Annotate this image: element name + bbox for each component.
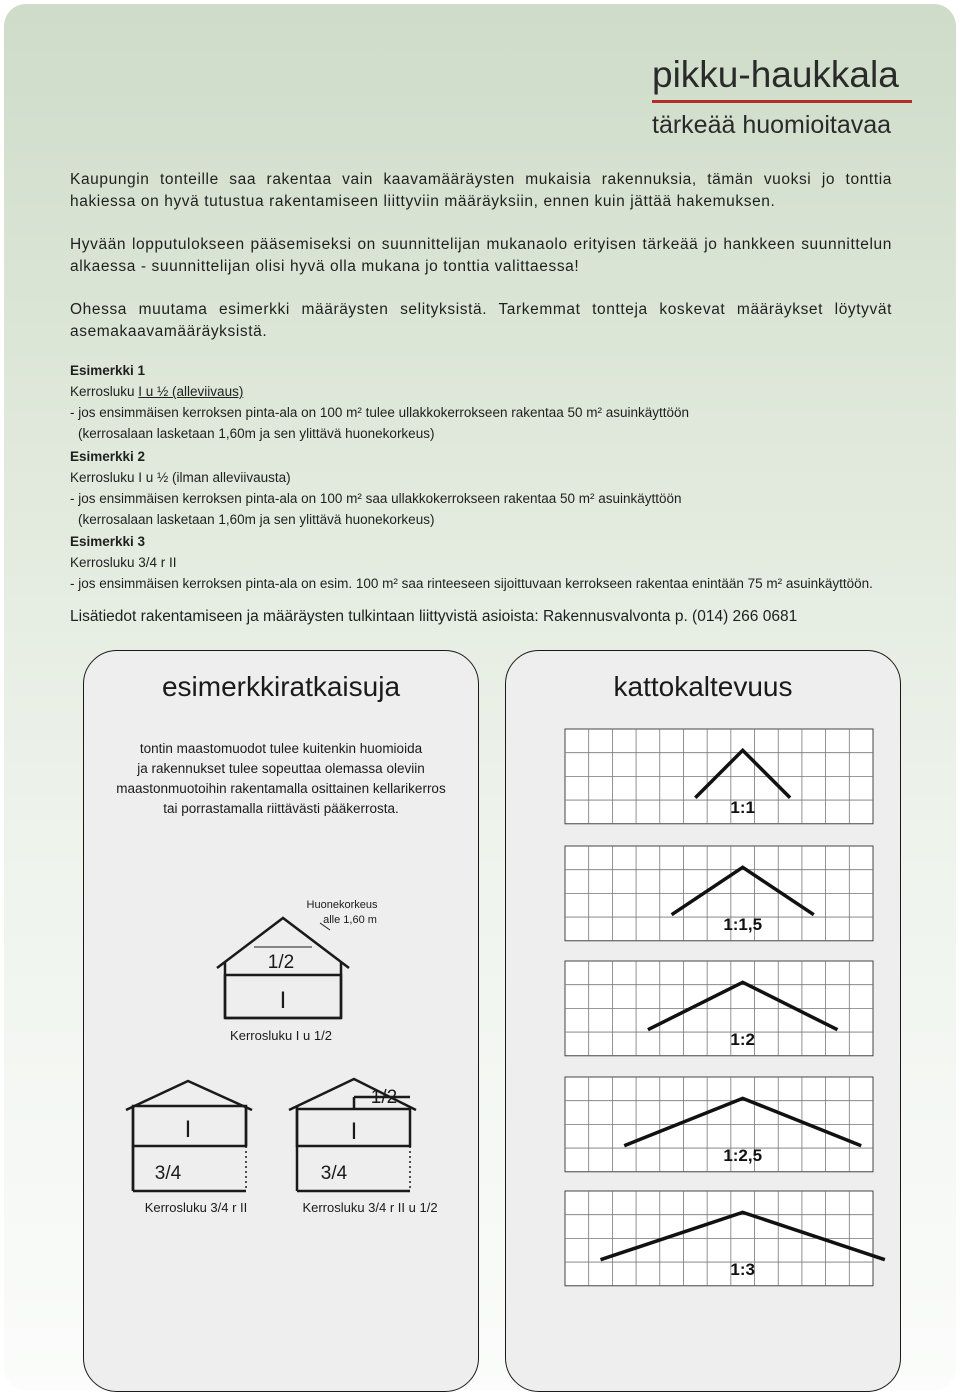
- text-line: tai porrastamalla riittävästi pääkerrosta.: [163, 801, 399, 816]
- diagram-caption: Kerrosluku I u 1/2: [230, 1028, 332, 1043]
- example-heading: Esimerkki 1: [70, 363, 146, 378]
- example-label: Kerrosluku 3/4 r II: [70, 555, 177, 570]
- upper-label: I: [184, 1116, 192, 1143]
- example-label: Kerrosluku I u ½ (ilman alleviivausta): [70, 470, 291, 485]
- roof-slope-panel-title: kattokaltevuus: [613, 671, 793, 702]
- slope-grid-5: [565, 1191, 885, 1286]
- example-2: [70, 446, 950, 530]
- intro-paragraph-3: Ohessa muutama esimerkki määräysten selityksistä. Tarkemmat tontteja koskevat määräykset löytyvät asemakaavamääräyksistä.: [70, 301, 892, 340]
- text-line: ja rakennukset tulee sopeuttaa olemassa oleviin: [137, 761, 425, 776]
- upper-label: 1/2: [267, 952, 295, 973]
- example-note: (kerrosalaan lasketaan 1,60m ja sen ylittävä huonekorkeus): [78, 512, 435, 527]
- slope-grid-4: [565, 1077, 873, 1172]
- example-heading: Esimerkki 2: [70, 449, 146, 464]
- brand-title: pikku-haukkala: [652, 54, 912, 103]
- brand-subtitle: tärkeää huomioitavaa: [652, 111, 892, 139]
- diagram-caption: Kerrosluku 3/4 r II: [144, 1200, 248, 1215]
- example-line: - jos ensimmäisen kerroksen pinta-ala on esim. 100 m² saa rinteeseen sijoittuvaan kerrokseen rakentaa enintään 75 m² asuinkäyttöön.: [70, 576, 873, 591]
- contact-info: Lisätiedot rakentamiseen ja määräysten tulkintaan liittyvistä asioista: Rakennusvalvonta p. (014) 266 0681: [70, 608, 798, 625]
- note-text: alle 1,60 m: [323, 914, 377, 926]
- text-line: maastonmuotoihin rakentamalla osittainen kellarikerros: [116, 781, 446, 796]
- example-line: - jos ensimmäisen kerroksen pinta-ala on 100 m² saa ullakkokerrokseen rakentaa 50 m² asuinkäyttöön: [70, 491, 682, 506]
- slope-grid-1: [565, 729, 873, 824]
- slope-grid-2: [565, 846, 873, 941]
- intro-paragraph-2: Hyvään lopputulokseen pääsemiseksi on suunnittelijan mukanaolo erityisen tärkeää jo hankkeen suunnittelun alkaessa - suunnittelijan olisi hyvä olla mukana jo tonttia valittaessa!: [70, 236, 892, 275]
- slope-label: 1:2: [730, 1030, 755, 1050]
- roof-slope-panel: [505, 650, 901, 1392]
- slope-label: 1:3: [730, 1260, 755, 1280]
- diagram-caption: Kerrosluku 3/4 r II u 1/2: [302, 1200, 438, 1215]
- text-line: tontin maastomuodot tulee kuitenkin huomioida: [139, 741, 423, 756]
- example-label: [70, 381, 950, 402]
- example-3: [70, 531, 950, 594]
- examples-panel: [83, 650, 479, 1392]
- example-label-underlined: I u ½ (alleviivaus): [138, 384, 244, 399]
- example-label-prefix: Kerrosluku: [70, 384, 139, 399]
- examples-panel-title: esimerkkiratkaisuja: [161, 671, 401, 702]
- roof-slope-diagrams: [506, 651, 900, 1391]
- example-note: (kerrosalaan lasketaan 1,60m ja sen ylittävä huonekorkeus): [78, 426, 435, 441]
- lower-label: 3/4: [320, 1163, 348, 1184]
- lower-label: 3/4: [154, 1163, 182, 1184]
- slope-label: 1:2,5: [723, 1146, 763, 1166]
- example-heading: Esimerkki 3: [70, 534, 146, 549]
- house-diagrams: [84, 651, 478, 1391]
- example-1: [70, 360, 950, 444]
- upper-label: I: [350, 1118, 358, 1145]
- brand-header: [652, 54, 912, 140]
- lower-label: I: [279, 987, 287, 1014]
- slope-label: 1:1,5: [723, 915, 763, 935]
- top-label: 1/2: [370, 1087, 398, 1108]
- slope-grid-3: [565, 961, 873, 1056]
- intro-paragraph-1: Kaupungin tonteille saa rakentaa vain kaavamääräysten mukaisia rakennuksia, tämän vuoksi jo tonttia hakiessa on hyvä tutustua rakentamiseen liittyviin määräyksiin, ennen kuin jättää hakemuksen.: [70, 171, 892, 210]
- slope-label: 1:1: [730, 798, 755, 818]
- note-text: Huonekorkeus: [306, 899, 378, 911]
- example-line: - jos ensimmäisen kerroksen pinta-ala on 100 m² tulee ullakkokerrokseen rakentaa 50 m² asuinkäyttöön: [70, 405, 690, 420]
